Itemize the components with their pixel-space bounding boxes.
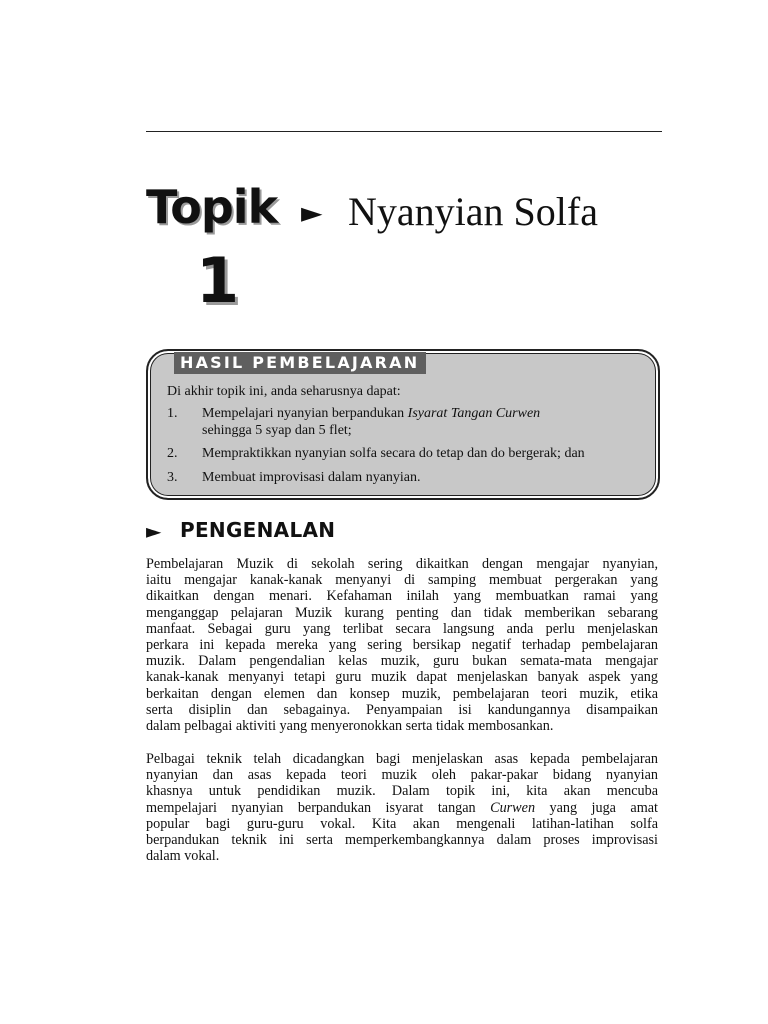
page-title: Nyanyian Solfa [348,189,598,234]
paragraph-line: khasnya untuk pendidikan muzik. Dalam topik ini, kita akan mencuba [146,783,658,800]
paragraph-line: Pelbagai teknik telah dicadangkan bagi menjelaskan asas kepada pembelajaran [146,751,658,767]
paragraph-intro-1 [146,556,658,734]
paragraph-text: yang juga amat [535,799,658,816]
outcome-text: Mempelajari nyanyian berpandukan [202,406,408,421]
paragraph-line: manfaat. Sebagai guru yang terlibat secara langsung anda perlu menjelaskan [146,620,658,637]
outcome-number: 1. [167,406,178,421]
paragraph-line: popular bagi guru-guru vokal. Kita akan mengenali latihan-latihan solfa [146,815,658,832]
paragraph-line: serta disiplin dan sebagainya. Penyampaian isi kandungannya disampaikan [146,701,658,718]
paragraph-italic-term: Curwen [490,799,536,816]
paragraph-line: muzik. Dalam pengendalian kelas muzik, guru bukan semata-mata mengajar [146,653,658,670]
paragraph-line: berkaitan dengan elemen dan konsep muzik, pembelajaran teori muzik, etika [146,685,658,702]
topic-number: 1 [196,244,240,317]
topic-word: Topik [146,180,278,234]
paragraph-line: nyanyian dan asas kepada teori muzik oleh pakar-pakar bidang nyanyian [146,767,658,784]
outcome-italic-term: Isyarat Tangan Curwen [407,406,541,421]
section-arrow-icon: ► [146,519,162,543]
paragraph-line: kanak-kanak menyanyi tetapi guru muzik dapat menjelaskan banyak aspek yang [146,669,658,686]
outcome-number: 2. [167,446,178,461]
paragraph-line: dikaitkan dengan menari. Kefahaman inilah yang membuatkan ramai yang [146,588,658,605]
paragraph-line: iaitu mengajar kanak-kanak menyanyi di samping membuat pergerakan yang [146,572,658,589]
top-rule [146,131,662,132]
paragraph-line: dalam pelbagai aktiviti yang menyeronokkan serta tidak membosankan. [146,718,554,735]
paragraph-line: menganggap pelajaran Muzik kurang penting dan tidak memberikan sebarang [146,604,658,621]
paragraph-line: dalam vokal. [146,848,220,865]
paragraph-line: perkara ini kepada mereka yang sering bersikap negatif terhadap pembelajaran [146,637,658,654]
paragraph-text: mempelajari nyanyian berpandukan isyarat tangan [146,799,491,816]
outcome-number: 3. [167,470,178,485]
section-heading: PENGENALAN [180,518,336,542]
learning-outcomes-heading: HASIL PEMBELAJARAN [174,352,426,374]
paragraph-intro-2 [146,751,658,864]
paragraph-line: berpandukan teknik ini serta memperkembangkannya dalam proses improvisasi [146,832,658,849]
outcome-text: Mempraktikkan nyanyian solfa secara do tetap dan do bergerak; dan [202,446,585,461]
paragraph-line [146,800,658,816]
outcome-text: Membuat improvisasi dalam nyanyian. [202,470,421,485]
title-arrow-icon: ► [301,196,323,229]
paragraph-line: Pembelajaran Muzik di sekolah sering dikaitkan dengan mengajar nyanyian, [146,556,658,572]
learning-outcomes-intro: Di akhir topik ini, anda seharusnya dapat: [167,384,401,399]
outcome-text-continued: sehingga 5 syap dan 5 flet; [202,423,352,438]
